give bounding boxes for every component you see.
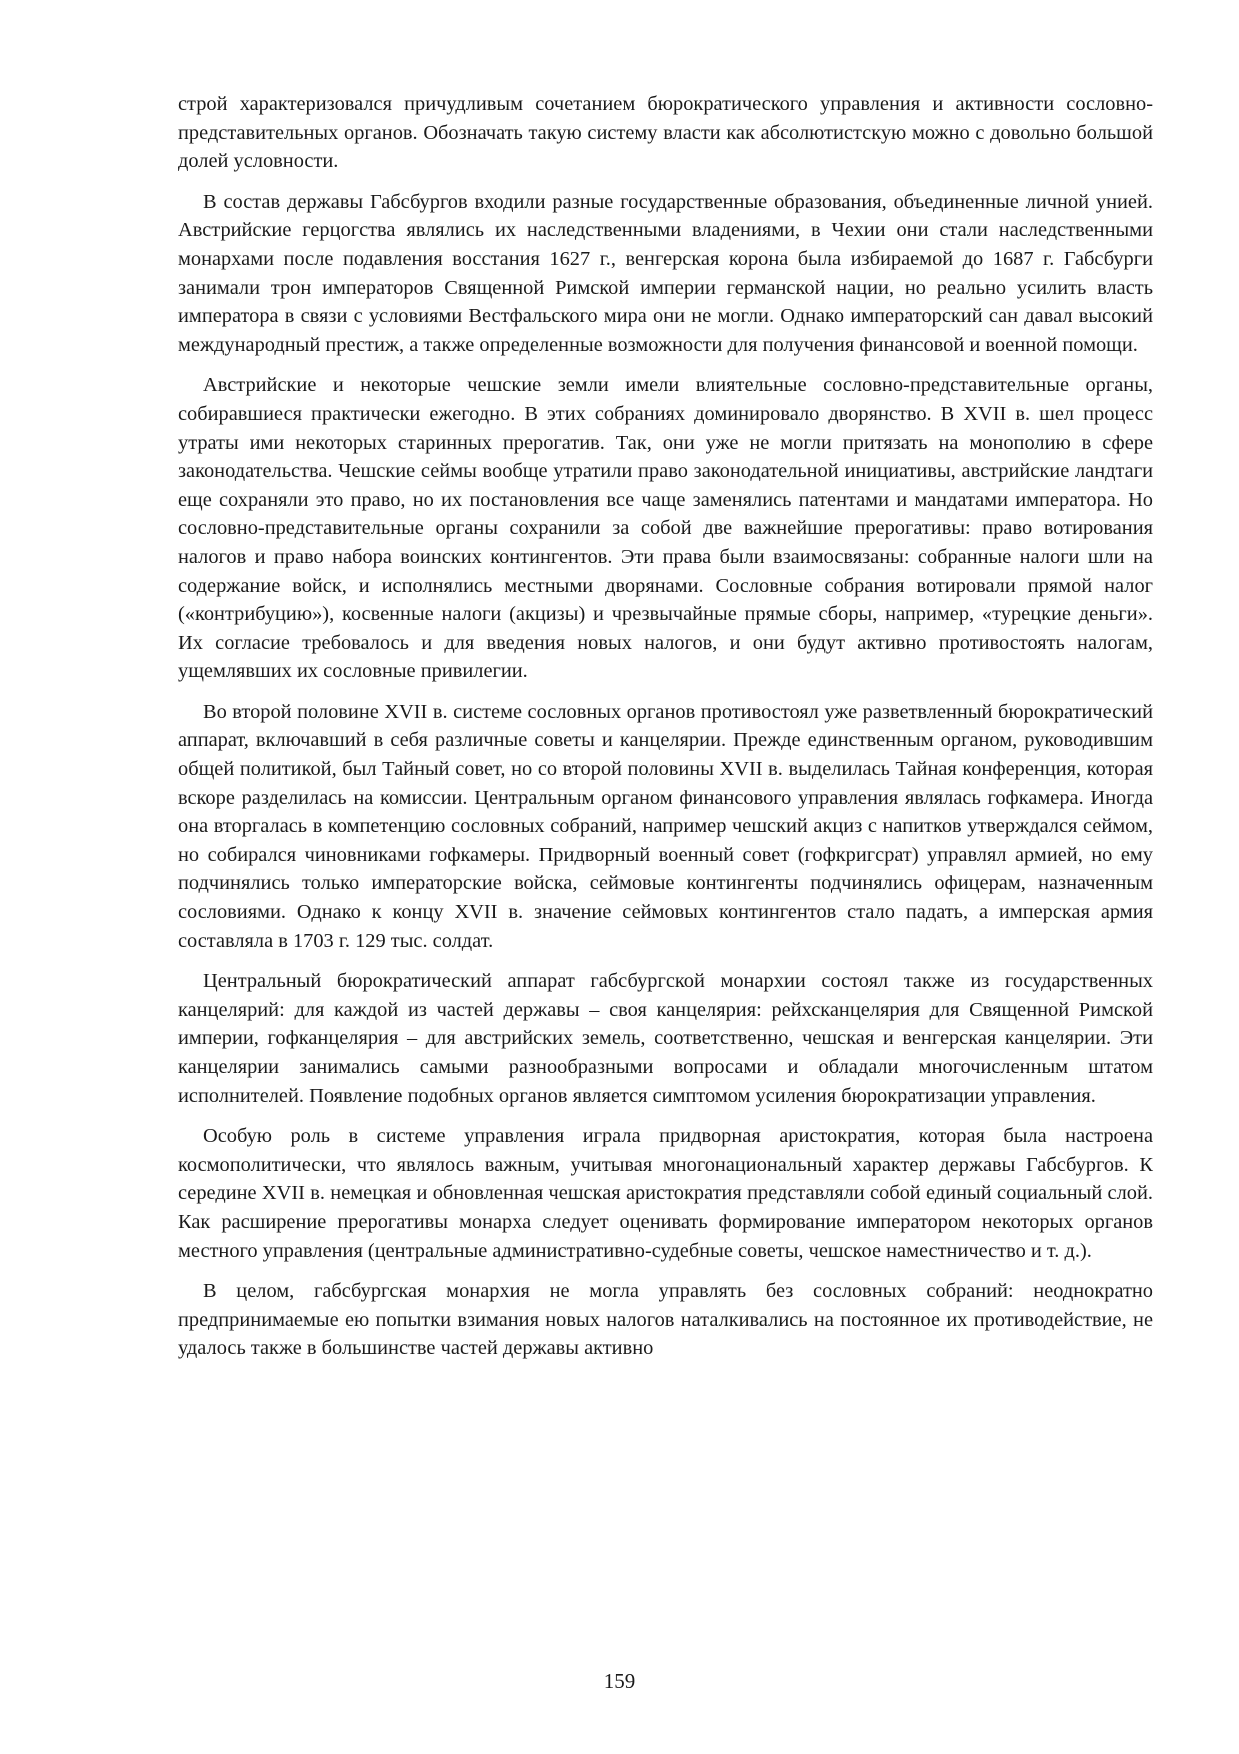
paragraph-state-chancelleries: Центральный бюрократический аппарат габсбургской монархии состоял также из государственных канцелярий: для каждой из частей державы – своя канцелярия: рейхсканцелярия для Священной Римской империи, гофканцелярия – для австрийских земель, соответственно, чешская и венгерская канцелярии. Эти канцелярии занимались самыми разнообразными вопросами и обладали многочисленным штатом исполнителей. Появление подобных органов является симптомом усиления бюрократизации управления. (178, 970, 1153, 1107)
paragraph-habsburg-domains: В состав державы Габсбургов входили разные государственные образования, объединенные личной унией. Австрийские герцогства являлись их наследственными владениями, в Чехии они стали наследственными монархами после подавления восстания 1627 г., венгерская корона была избираемой до 1687 г. Габсбурги занимали трон императоров Священной Римской империи германской нации, но реально усилить власть императора в связи с условиями Вестфальского мира они не могли. Однако императорский сан давал высокий международный престиж, а также определенные возможности для получения финансовой и военной помощи. (178, 190, 1153, 356)
page-number: 159 (603, 1669, 636, 1693)
paragraph-conclusion: В целом, габсбургская монархия не могла управлять без сословных собраний: неоднократно предпринимаемые ею попытки взимания новых налогов наталкивались на постоянное их противодействие, не удалось также в большинстве частей державы активно (178, 1280, 1153, 1360)
page-body (178, 90, 1153, 1375)
paragraph-continuation: строй характеризовался причудливым сочетанием бюрократического управления и активности сословно-представительных органов. Обозначать такую систему власти как абсолютистскую можно с довольно большой долей условности. (178, 93, 1153, 173)
paragraph-court-aristocracy: Особую роль в системе управления играла придворная аристократия, которая была настроена космополитически, что являлось важным, учитывая многонациональный характер державы Габсбургов. К середине XVII в. немецкая и обновленная чешская аристократия представляли собой единый социальный слой. Как расширение прерогативы монарха следует оценивать формирование императором некоторых органов местного управления (центральные административно-судебные советы, чешское наместничество и т. д.). (178, 1125, 1153, 1262)
paragraph-bureaucratic-apparatus: Во второй половине XVII в. системе сословных органов противостоял уже разветвленный бюрократический аппарат, включавший в себя различные советы и канцелярии. Прежде единственным органом, руководившим общей политикой, был Тайный совет, но со второй половины XVII в. выделилась Тайная конференция, которая вскоре разделилась на комиссии. Центральным органом финансового управления являлась гофкамера. Иногда она вторгалась в компетенцию сословных собраний, например чешский акциз с напитков утверждался сеймом, но собирался чиновниками гофкамеры. Придворный военный совет (гофкригсрат) управлял армией, но ему подчинялись только императорские войска, сеймовые контингенты подчинялись офицерам, назначенным сословиями. Однако к концу XVII в. значение сеймовых контингентов стало падать, а имперская армия составляла в 1703 г. 129 тыс. солдат. (178, 700, 1153, 952)
paragraph-estates-assemblies: Австрийские и некоторые чешские земли имели влиятельные сословно-представительные органы, собиравшиеся практически ежегодно. В этих собраниях доминировало дворянство. В XVII в. шел процесс утраты ими некоторых старинных прерогатив. Так, они уже не могли притязать на монополию в сфере законодательства. Чешские сеймы вообще утратили право законодательной инициативы, австрийские ландтаги еще сохраняли это право, но их постановления все чаще заменялись патентами и мандатами императора. Но сословно-представительные органы сохранили за собой две важнейшие прерогативы: право вотирования налогов и право набора воинских контингентов. Эти права были взаимосвязаны: собранные налоги шли на содержание войск, и исполнялись местными дворянами. Сословные собрания вотировали прямой налог («контрибуцию»), косвенные налоги (акцизы) и чрезвычайные прямые сборы, например, «турецкие деньги». Их согласие требовалось и для введения новых налогов, и они будут активно противостоять налогам, ущемлявших их сословные привилегии. (178, 374, 1153, 683)
